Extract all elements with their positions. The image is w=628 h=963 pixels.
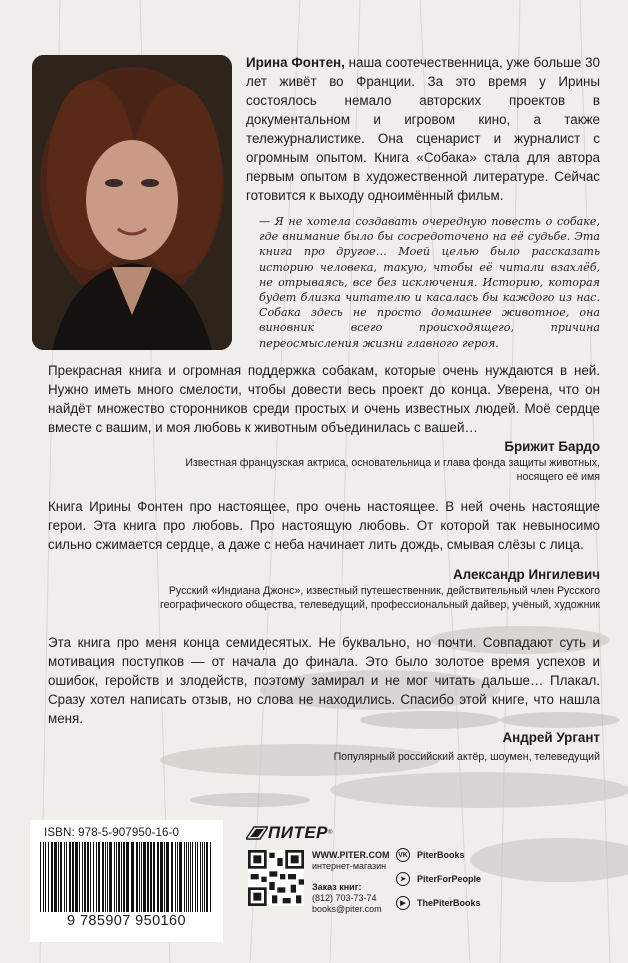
barcode-digits: 9 785907 950160 [67,913,186,929]
reviewer-description: Известная французская актриса, основательница и глава фонда защиты животных, носящего её имя [185,457,600,483]
author-bio-text: наша соотечественница, уже больше 30 лет живёт во Франции. За это время у Ирины состоялось немало авторских проектов в документальном и игровом кино, а также тележурналистике. Она сценарист и журналист с огромным опытом. Книга «Собака» стала для автора первым опытом в художественной литературе. Сейчас готовится к выходу одноимённый фильм. [246,55,600,203]
author-photo [32,55,232,350]
reviewer-name: Андрей Ургант [502,730,600,745]
reviewer-name: Брижит Бардо [504,439,600,454]
social-label: ThePiterBooks [417,898,481,908]
review-text: Эта книга про меня конца семидесятых. Не буквально, но почти. Совпадают суть и мотивация поступков — от начала до финала. Это было золотое время успехов и ошибок, геройств и злодейств, поэтому замирал и не мог читать дальше… Плакал. Сразу хотел написать отзыв, но слова не находились. Спасибо этой книге, что нашла меня. [48,635,600,726]
publisher-block [246,820,506,942]
telegram-icon: ➤ [396,872,410,886]
barcode-icon [38,842,215,912]
review-text: Прекрасная книга и огромная поддержка собакам, которые очень нуждаются в ней. Нужно иметь много смелости, чтобы довести весь проект до конца. Уверена, что он найдёт множество сторонников среди простых и очень известных людей. Моё сердце вместе с вашим, и моя любовь к животным объединилась с вашей… [48,363,600,435]
social-vk[interactable] [396,848,465,862]
order-phone: (812) 703-73-74 [312,893,377,903]
publisher-website [312,850,390,872]
social-label: PiterForPeople [417,874,482,884]
vk-icon: VK [396,848,410,862]
piter-logo-icon [246,825,268,841]
isbn: ISBN: 978-5-907950-16-0 [44,826,180,839]
social-youtube[interactable] [396,896,481,910]
publisher-logo [246,822,332,844]
reviewer-name: Александр Ингилевич [452,567,600,582]
author-quote: — Я не хотела создавать очередную повесть о собаке, где внимание было бы сосредоточено на её судьбе. Эта книга про другое… Моей целью было рассказать историю человека, такую, чтобы её читали взахлёб, не отрываясь, все без исключения. Историю, которая будет близка читателю и касалась бы каждого из нас. Собака здесь не просто домашнее животное, она виновник всего происходящего, причина переосмысления жизни главного героя. [259,215,600,350]
publisher-logo-text: ПИТЕР [268,823,329,842]
qr-code-icon [248,850,304,906]
play-icon: ▶ [396,896,410,910]
barcode-block [30,820,223,942]
reviewer-description: Популярный российский актёр, шоумен, телеведущий [333,751,600,763]
website-caption: интернет-магазин [312,861,387,871]
review-text: Книга Ирины Фонтен про настоящее, про очень настоящее. В ней очень настоящие герои. Эта книга про любовь. Про настоящую любовь. От которой так невыносимо сильно сжимается сердце, а даже с неба начинает лить дождь, смывая слёзы с лица. [48,499,600,552]
author-portrait-image [32,55,232,350]
order-label: Заказ книг: [312,882,362,892]
author-bio [246,53,600,205]
author-name: Ирина Фонтен, [246,55,345,70]
social-telegram[interactable] [396,872,481,886]
order-email[interactable]: books@piter.com [312,904,382,914]
social-label: PiterBooks [417,850,465,860]
publisher-order [312,882,382,915]
website-url[interactable]: WWW.PITER.COM [312,850,390,860]
reviewer-description: Русский «Индиана Джонс», известный путешественник, действительный член Русского географического общества, телеведущий, профессиональный дайвер, учёный, художник [160,585,600,611]
registered-mark: ® [328,830,333,836]
